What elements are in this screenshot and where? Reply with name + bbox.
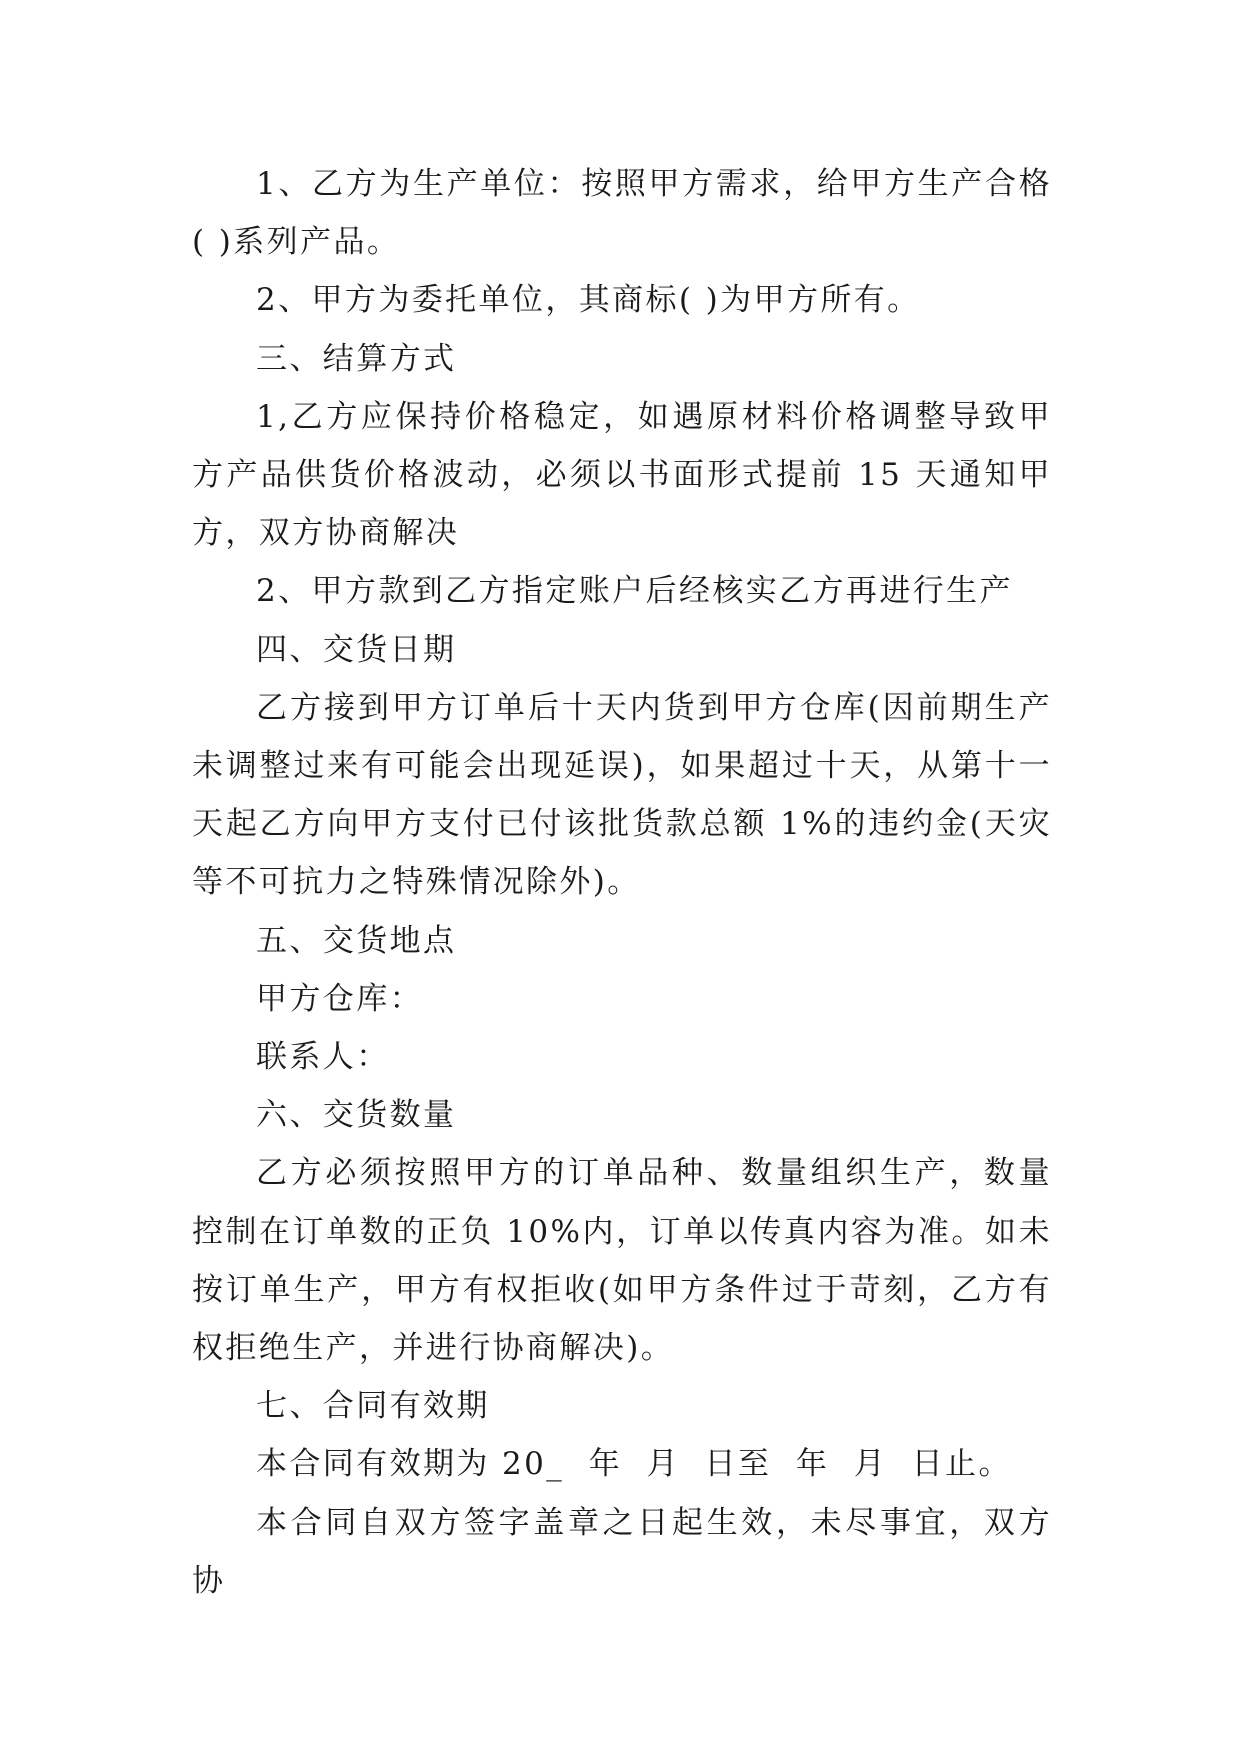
field-warehouse: 甲方仓库： bbox=[256, 980, 423, 1017]
paragraph-effective-clause: 本合同自双方签字盖章之日起生效，未尽事宜，双方协 bbox=[192, 1504, 1052, 1599]
paragraph-trademark: 2、甲方为委托单位，其商标( )为甲方所有。 bbox=[256, 282, 921, 319]
section-heading-settlement: 三、结算方式 bbox=[256, 340, 457, 377]
contract-body bbox=[192, 155, 1052, 1610]
paragraph-validity-period: 本合同有效期为 20_ 年 月 日至 年 月 日止。 bbox=[256, 1446, 1012, 1483]
field-contact-person: 联系人： bbox=[256, 1039, 390, 1076]
paragraph-payment: 2、甲方款到乙方指定账户后经核实乙方再进行生产 bbox=[256, 573, 1013, 610]
paragraph-delivery-quantity: 乙方必须按照甲方的订单品种、数量组织生产，数量控制在订单数的正负 10%内，订单以传真内容为准。如未按订单生产，甲方有权拒收(如甲方条件过于苛刻，乙方有权拒绝生产，并进行协商解决)。 bbox=[192, 1155, 1052, 1367]
section-heading-delivery-location: 五、交货地点 bbox=[256, 922, 457, 959]
paragraph-product-production: 1、乙方为生产单位：按照甲方需求，给甲方生产合格( )系列产品。 bbox=[192, 166, 1052, 261]
paragraph-price-stability: 1,乙方应保持价格稳定，如遇原材料价格调整导致甲方产品供货价格波动，必须以书面形式提前 15 天通知甲方，双方协商解决 bbox=[192, 398, 1052, 552]
paragraph-delivery-date: 乙方接到甲方订单后十天内货到甲方仓库(因前期生产未调整过来有可能会出现延误)，如果超过十天，从第十一天起乙方向甲方支付已付该批货款总额 1%的违约金(天灾等不可抗力之特殊情况除外)。 bbox=[192, 689, 1052, 901]
section-heading-validity: 七、合同有效期 bbox=[256, 1388, 490, 1425]
section-heading-delivery-quantity: 六、交货数量 bbox=[256, 1097, 457, 1134]
section-heading-delivery-date: 四、交货日期 bbox=[256, 631, 457, 668]
